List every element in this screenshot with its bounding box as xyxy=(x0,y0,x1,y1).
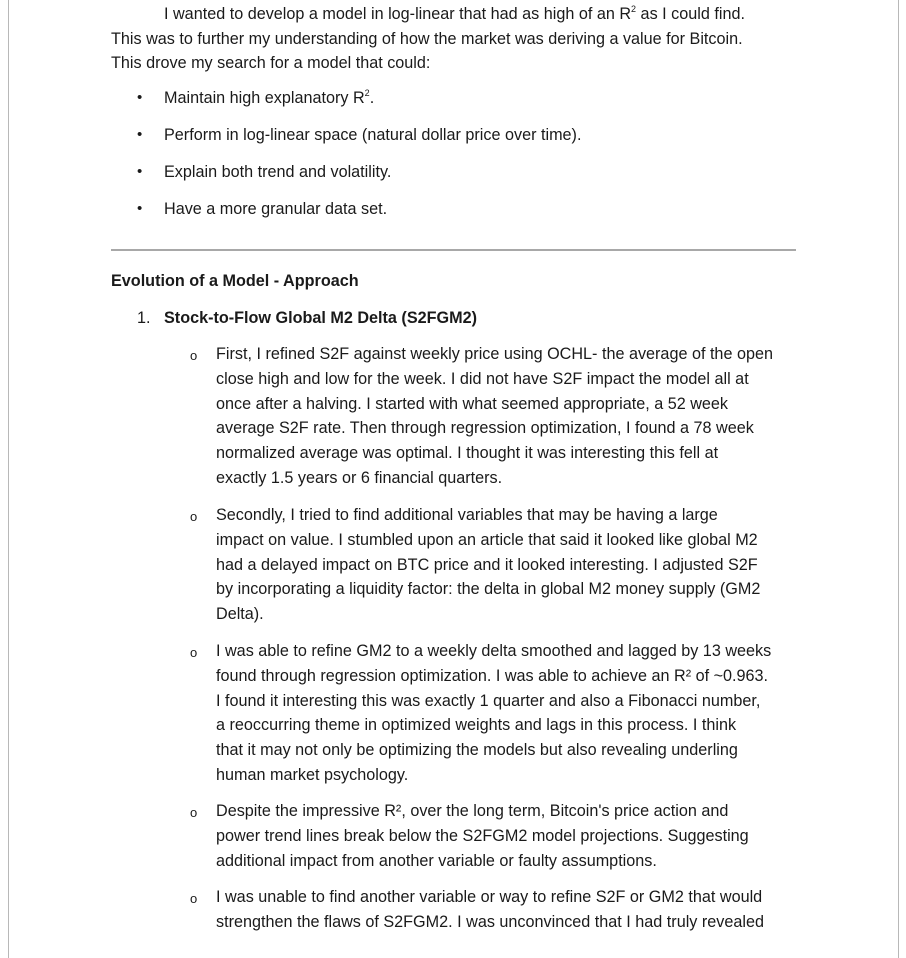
text-line: exactly 1.5 years or 6 financial quarters. xyxy=(216,468,503,487)
bullet-text-post: . xyxy=(369,89,375,107)
intro-line-3: This drove my search for a model that could: xyxy=(111,54,431,72)
intro-line-2: This was to further my understanding of how the market was deriving a value for Bitcoin. xyxy=(111,29,743,48)
sub-bullet-icon: o xyxy=(190,891,198,906)
text-line: Secondly, I tried to find additional variables that may be having a large xyxy=(216,506,718,524)
text-line: Delta). xyxy=(216,605,264,624)
bullet-text: Perform in log-linear space (natural dollar price over time). xyxy=(164,126,582,144)
page-left-edge xyxy=(8,0,9,958)
text-line: I was able to refine GM2 to a weekly delta smoothed and lagged by 13 weeks xyxy=(216,642,772,660)
bullet-text: Explain both trend and volatility. xyxy=(164,163,392,181)
bullet-text: Have a more granular data set. xyxy=(164,200,388,218)
bullet-dot-icon: • xyxy=(137,200,143,217)
text-line: close high and low for the week. I did not have S2F impact the model all at xyxy=(216,369,749,388)
text-line: I was unable to find another variable or way to refine S2F or GM2 that would xyxy=(216,888,763,906)
sub-bullet-icon: o xyxy=(190,645,198,660)
numbered-item xyxy=(137,306,477,330)
text-line: that it may not only be optimizing the models but also revealing underling xyxy=(216,741,738,760)
sub-item-text xyxy=(216,503,806,627)
intro-line-1-post: as I could find. xyxy=(636,5,745,23)
bullet-dot-icon: • xyxy=(137,89,143,106)
text-line: impact on value. I stumbled upon an article that said it looked like global M2 xyxy=(216,530,758,549)
intro-line-1-pre: I wanted to develop a model in log-linear that had as high of an R xyxy=(164,5,632,23)
sub-item-text xyxy=(216,885,806,935)
sub-bullet-icon: o xyxy=(190,348,198,363)
bullet-dot-icon: • xyxy=(137,126,143,143)
sub-item-text xyxy=(216,799,806,873)
text-line: a reoccurring theme in optimized weights and lags in this process. I think xyxy=(216,716,737,735)
page-right-edge xyxy=(898,0,899,958)
text-line: power trend lines break below the S2FGM2 model projections. Suggesting xyxy=(216,826,749,845)
sub-bullet-icon: o xyxy=(190,509,198,524)
item-title: Stock-to-Flow Global M2 Delta (S2FGM2) xyxy=(164,309,477,327)
sub-bullet-icon: o xyxy=(190,805,198,820)
superscript: 2 xyxy=(631,4,637,14)
sub-item-text xyxy=(216,342,806,491)
text-line: average S2F rate. Then through regression optimization, I found a 78 week xyxy=(216,419,754,438)
intro-line-1 xyxy=(111,2,801,27)
text-line: strengthen the flaws of S2FGM2. I was unconvinced that I had truly revealed xyxy=(216,912,764,931)
text-line: normalized average was optimal. I thought it was interesting this fell at xyxy=(216,444,719,463)
bullet-text-pre: Maintain high explanatory R xyxy=(164,89,365,107)
text-line: I found it interesting this was exactly 1 quarter and also a Fibonacci number, xyxy=(216,691,761,710)
intro-paragraph xyxy=(111,2,801,76)
section-divider xyxy=(111,249,796,251)
item-number: 1. xyxy=(137,309,151,327)
text-line: by incorporating a liquidity factor: the delta in global M2 money supply (GM2 xyxy=(216,580,761,599)
text-line: found through regression optimization. I was able to achieve an R² of ~0.963. xyxy=(216,666,769,685)
text-line: additional impact from another variable or faulty assumptions. xyxy=(216,851,657,870)
text-line: First, I refined S2F against weekly price using OCHL- the average of the open xyxy=(216,345,773,363)
bullet-text xyxy=(164,86,374,110)
text-line: had a delayed impact on BTC price and it looked interesting. I adjusted S2F xyxy=(216,555,758,574)
text-line: once after a halving. I started with what seemed appropriate, a 52 week xyxy=(216,394,729,413)
sub-item-text xyxy=(216,639,806,788)
superscript: 2 xyxy=(364,88,370,98)
text-line: Despite the impressive R², over the long term, Bitcoin's price action and xyxy=(216,802,729,820)
section-heading: Evolution of a Model - Approach xyxy=(111,272,359,290)
text-line: human market psychology. xyxy=(216,765,409,784)
bullet-dot-icon: • xyxy=(137,163,143,180)
